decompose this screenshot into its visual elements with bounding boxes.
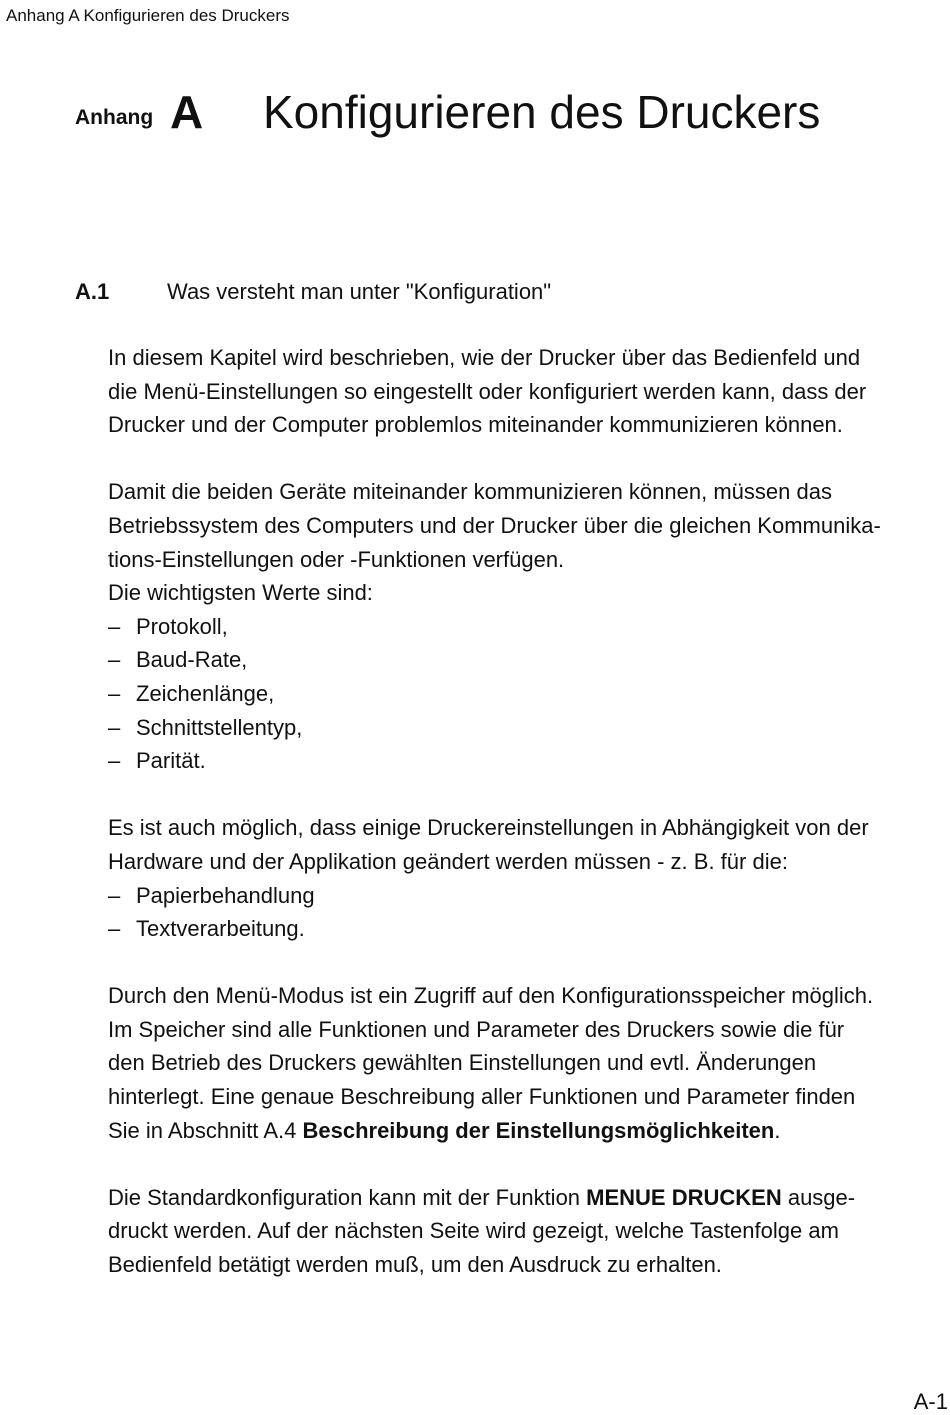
text-run: . (774, 1117, 781, 1143)
dash-bullet: – (108, 647, 121, 673)
list-item-label: Baud-Rate, (136, 647, 248, 673)
list-item-label: Protokoll, (136, 613, 228, 639)
dash-bullet: – (108, 882, 121, 908)
text-run: Die Standardkonfiguration kann mit der Funktion (108, 1184, 587, 1210)
list-item (108, 744, 944, 778)
list-item-label: Parität. (136, 748, 206, 774)
list-item-label: Textverarbeitung. (136, 916, 305, 942)
list-item (108, 912, 944, 946)
paragraph-gap (108, 1147, 944, 1181)
text-line (108, 1181, 944, 1215)
text-run: Sie in Abschnitt A.4 (108, 1117, 303, 1143)
text-run: ausge- (781, 1184, 856, 1210)
dash-bullet: – (108, 680, 121, 706)
function-name: MENUE DRUCKEN (586, 1184, 782, 1210)
text-line: hinterlegt. Eine genaue Beschreibung aller Funktionen und Parameter finden (108, 1084, 856, 1110)
text-line: druckt werden. Auf der nächsten Seite wird gezeigt, welche Tastenfolge am (108, 1218, 839, 1244)
paragraph-menu-mode (108, 979, 944, 1147)
values-list (108, 610, 944, 778)
text-line: Hardware und der Applikation geändert werden müssen - z. B. für die: (108, 848, 788, 874)
text-line: Damit die beiden Geräte miteinander kommunizieren können, müssen das (108, 479, 832, 505)
text-line: tions-Einstellungen oder -Funktionen verfügen. (108, 546, 565, 572)
section-reference: Beschreibung der Einstellungsmöglichkeiten (302, 1117, 775, 1143)
text-line: die Menü-Einstellungen so eingestellt oder konfiguriert werden kann, dass der (108, 378, 867, 404)
running-header: Anhang A Konfigurieren des Druckers (6, 6, 290, 25)
text-line: In diesem Kapitel wird beschrieben, wie der Drucker über das Bedienfeld und (108, 345, 861, 370)
paragraph-settings (108, 811, 944, 878)
paragraph-standard-config (108, 1181, 944, 1282)
section-title: Was versteht man unter "Konfiguration" (167, 279, 552, 304)
dash-bullet: – (108, 714, 121, 740)
list-item-label: Schnittstellentyp, (136, 714, 303, 740)
dash-bullet: – (108, 916, 121, 942)
text-line: Betriebssystem des Computers und der Drucker über die gleichen Kommunika- (108, 512, 881, 538)
body-text (108, 341, 944, 1282)
list-item-label: Papierbehandlung (136, 882, 315, 908)
list-item (108, 610, 944, 644)
chapter-letter: A (170, 86, 204, 138)
list-item (108, 677, 944, 711)
text-line: Im Speicher sind alle Funktionen und Parameter des Druckers sowie die für (108, 1016, 845, 1042)
chapter-title (75, 84, 895, 140)
paragraph-gap (108, 442, 944, 476)
paragraph-gap (108, 778, 944, 812)
page-number: A-1 (913, 1389, 948, 1414)
list-item (108, 643, 944, 677)
text-line: den Betrieb des Druckers gewählten Einstellungen und evtl. Änderungen (108, 1050, 817, 1076)
paragraph-gap (108, 946, 944, 980)
text-line: Die wichtigsten Werte sind: (108, 580, 373, 606)
list-item (108, 711, 944, 745)
section-number: A.1 (75, 279, 110, 304)
list-item (108, 879, 944, 913)
chapter-word: Anhang (75, 106, 154, 129)
chapter-name: Konfigurieren des Druckers (263, 86, 821, 138)
paragraph-communication (108, 475, 944, 609)
dash-bullet: – (108, 613, 121, 639)
paragraph-intro (108, 341, 944, 442)
text-line: Durch den Menü-Modus ist ein Zugriff auf den Konfigurationsspeicher möglich. (108, 983, 874, 1009)
list-item-label: Zeichenlänge, (136, 680, 275, 706)
text-line (108, 1114, 944, 1148)
text-line: Es ist auch möglich, dass einige Druckereinstellungen in Abhängigkeit von der (108, 815, 869, 841)
text-line: Drucker und der Computer problemlos miteinander kommunizieren können. (108, 412, 843, 438)
settings-list (108, 879, 944, 946)
dash-bullet: – (108, 748, 121, 774)
text-line: Bedienfeld betätigt werden muß, um den Ausdruck zu erhalten. (108, 1252, 722, 1278)
